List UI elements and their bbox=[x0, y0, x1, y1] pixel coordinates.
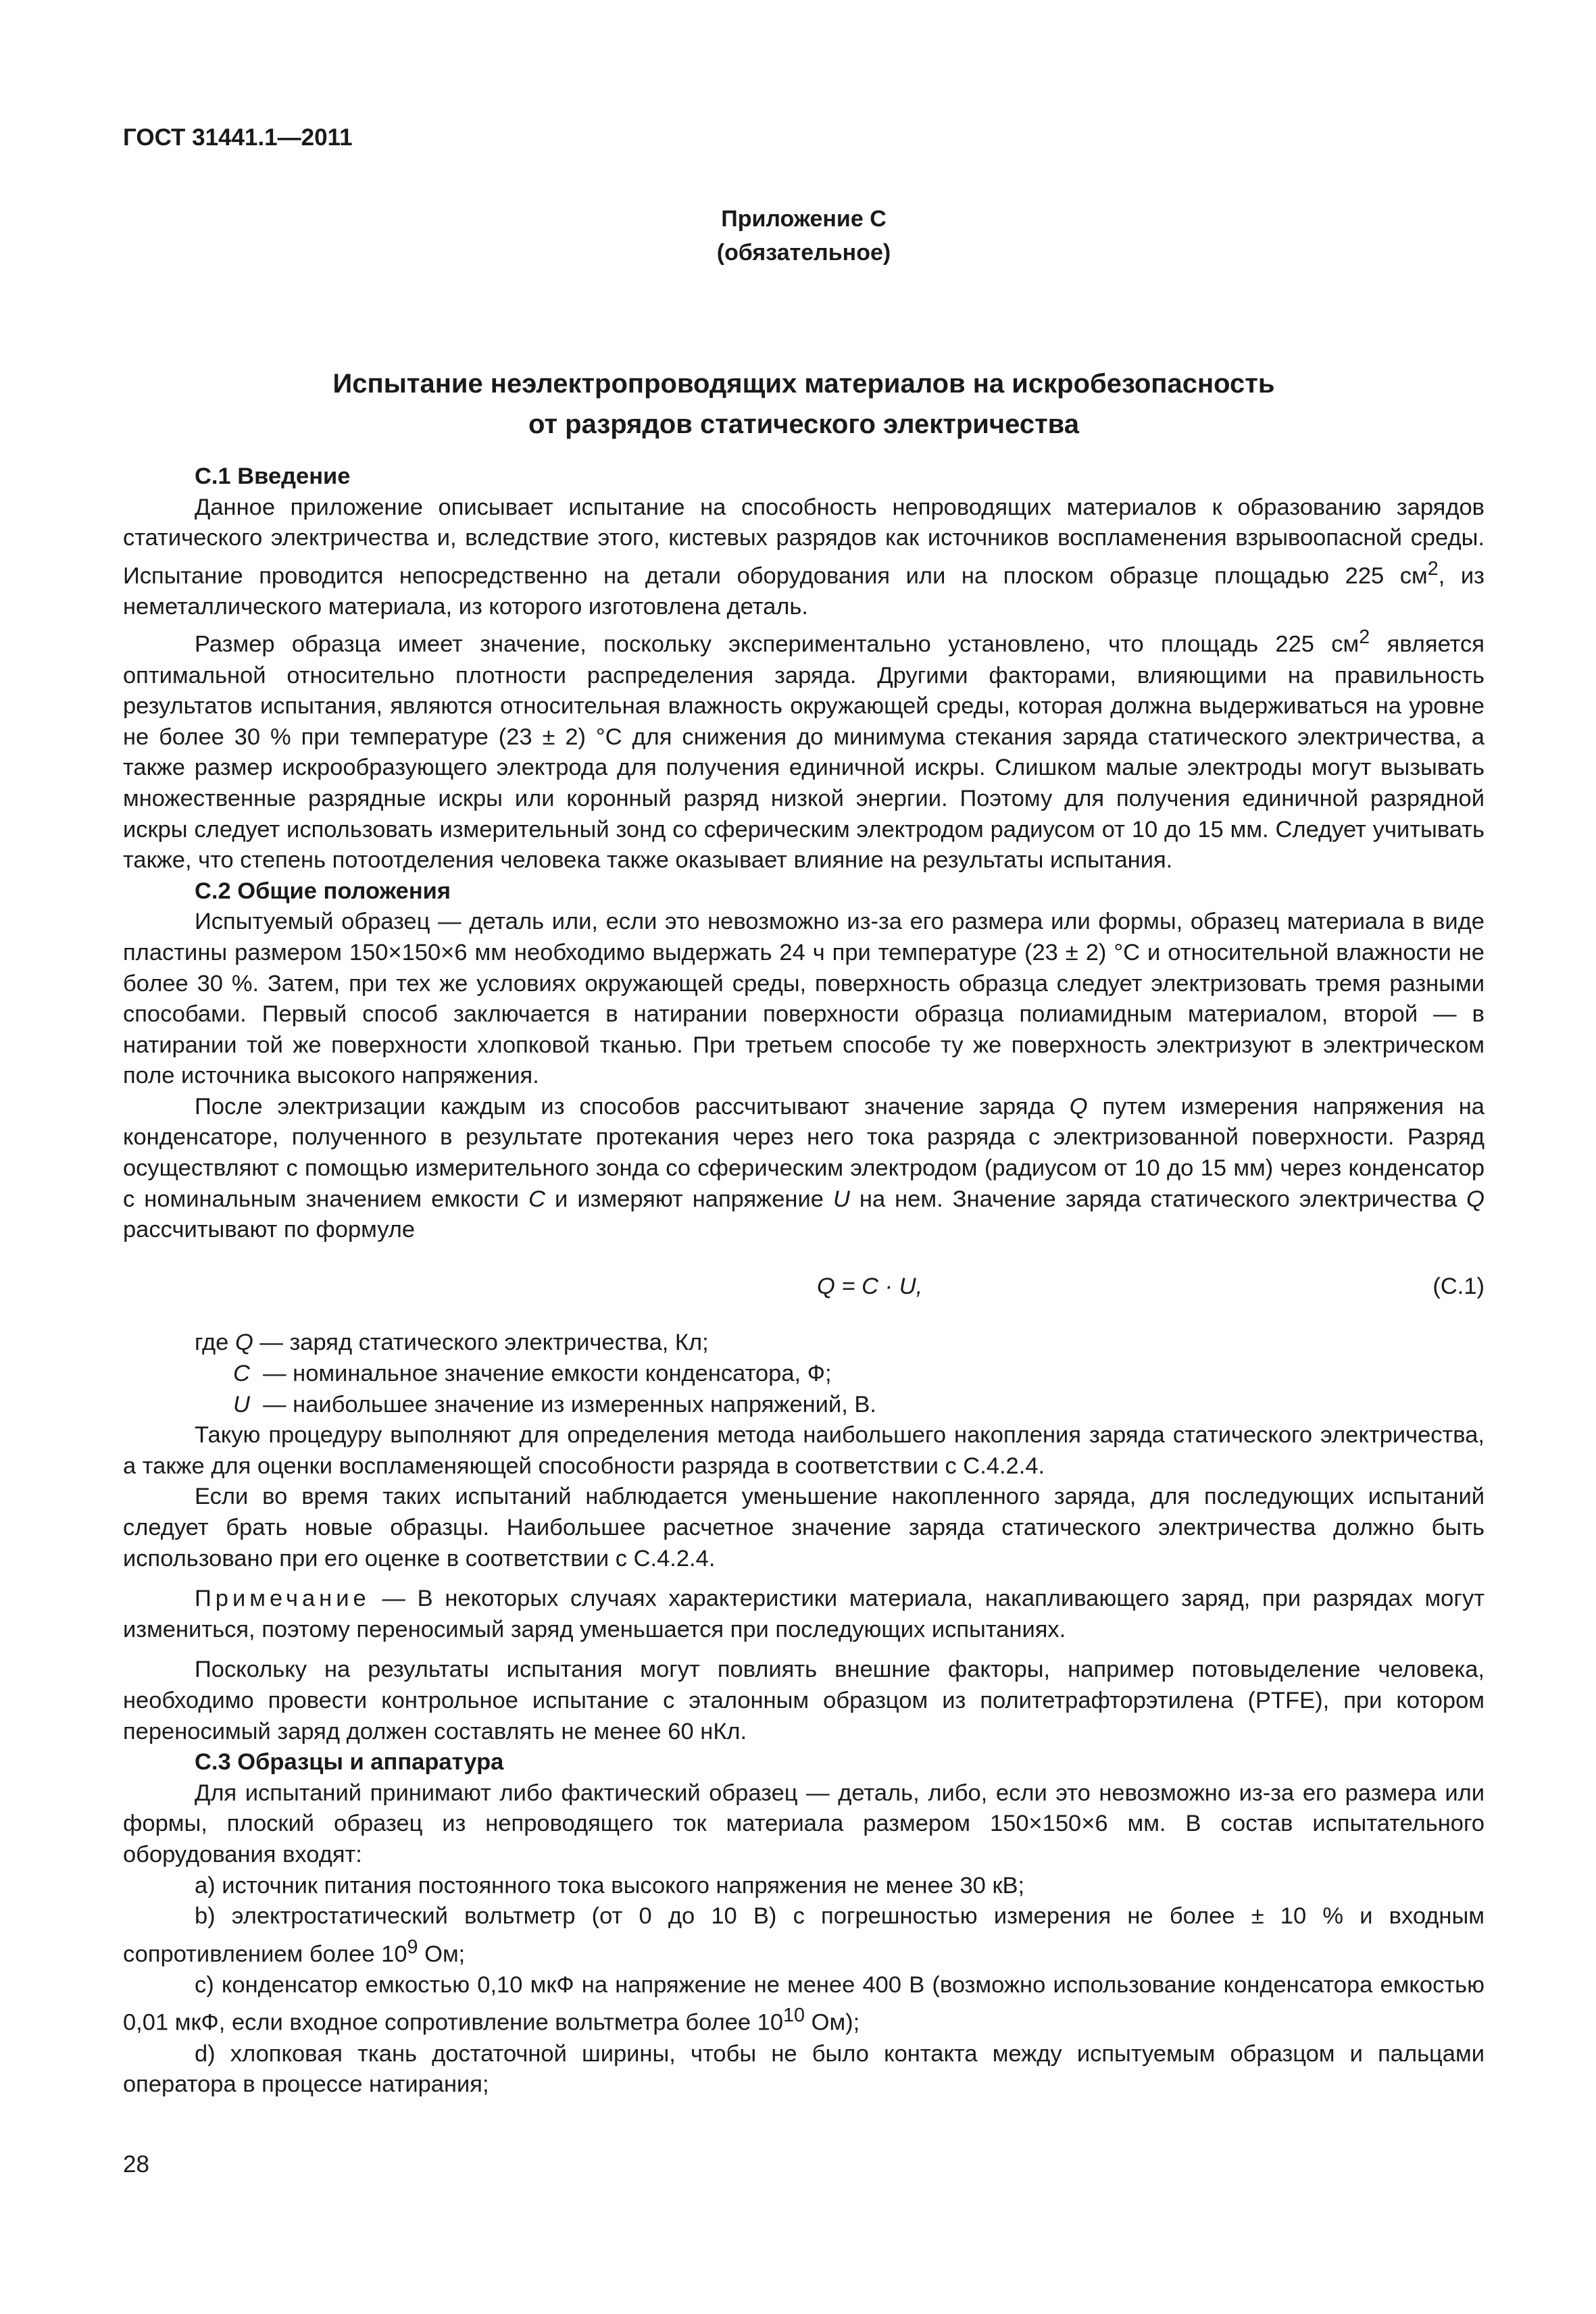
section-heading-c1: С.1 Введение bbox=[195, 463, 351, 489]
text-run: После электризации каждым из способов рассчитывают значение заряда bbox=[195, 1093, 1070, 1120]
paragraph-c2-2 bbox=[123, 1092, 1485, 1246]
text-run: b) электростатический вольтметр (от 0 до 10 В) с погрешностью измерения не более ± 10 % и входным сопротивлением более 10 bbox=[123, 1903, 1485, 1967]
list-item-a: а) источник питания постоянного тока высокого напряжения не менее 30 кВ; bbox=[195, 1872, 1025, 1898]
list-item-d: d) хлопковая ткань достаточной ширины, чтобы не было контакта между испытуемым образцом и пальцами оператора в процессе натирания; bbox=[123, 2040, 1485, 2098]
page-title bbox=[123, 363, 1485, 445]
superscript: 2 bbox=[1427, 557, 1439, 580]
symbol-u: U bbox=[832, 1186, 850, 1212]
paragraph-c3-1: Для испытаний принимают либо фактический образец — деталь, либо, если это невозможно из-за его размера или формы, плоский образец из непроводящего ток материала размером 150×150×6 мм. В состав испытательного оборудования входят: bbox=[123, 1780, 1485, 1867]
legend-item-c bbox=[123, 1359, 1485, 1390]
page-title-line-2: от разрядов статического электричества bbox=[528, 409, 1079, 439]
annex-status: (обязательное) bbox=[716, 240, 891, 266]
document-header-id: ГОСТ 31441.1—2011 bbox=[123, 124, 353, 151]
symbol-c: C bbox=[233, 1361, 250, 1387]
formula-text: Q = C · U, bbox=[817, 1273, 923, 1299]
symbol-c: C bbox=[528, 1186, 546, 1212]
text-run: и измеряют напряжение bbox=[545, 1186, 833, 1212]
text-run: — заряд статического электричества, Кл; bbox=[259, 1330, 709, 1356]
paragraph-c2-1: Испытуемый образец — деталь или, если это невозможно из-за его размера или формы, образец материала в виде пластины размером 150×150×6 мм необходимо выдержать 24 ч при температуре (23 ± 2) °С и относительной влажности не более 30 %. Затем, при тех же условиях окружающей среды, поверхность образца следует электризовать тремя разными способами. Первый способ заключается в натирании поверхности образца полиамидным материалом, второй — в натирании той же поверхности хлопковой тканью. При третьем способе ту же поверхность электризуют в электрическом поле источника высокого напряжения. bbox=[123, 909, 1485, 1089]
note-text: — В некоторых случаях характеристики материала, накапливающего заряд, при разрядах могут измениться, поэтому переносимый заряд уменьшается при последующих испытаниях. bbox=[123, 1586, 1485, 1642]
paragraph-c2-5: Поскольку на результаты испытания могут повлиять внешние факторы, например потовыделение человека, необходимо провести контрольное испытание с эталонным образцом из политетрафторэтилена (PTFE), при котором переносимый заряд должен составлять не менее 60 нКл. bbox=[123, 1657, 1485, 1744]
legend-item-q bbox=[123, 1328, 1485, 1359]
section-heading-c2: С.2 Общие положения bbox=[195, 878, 451, 904]
text-run: Ом); bbox=[805, 2009, 860, 2036]
formula-legend bbox=[123, 1328, 1485, 1420]
annex-title: Приложение С bbox=[721, 206, 887, 232]
paragraph-c1-1 bbox=[123, 493, 1485, 623]
section-heading-c3: С.3 Образцы и аппаратура bbox=[195, 1749, 504, 1776]
symbol-q: Q bbox=[1069, 1093, 1088, 1120]
paragraph-c2-3: Такую процедуру выполняют для определения метода наибольшего накопления заряда статического электричества, а также для оценки воспламеняющей способности разряда в соответствии с С.4.2.4. bbox=[123, 1422, 1485, 1479]
superscript: 10 bbox=[783, 2005, 805, 2027]
text-run: где bbox=[195, 1330, 235, 1356]
list-item-b bbox=[123, 1901, 1485, 1970]
symbol-u: U bbox=[233, 1391, 250, 1417]
text-run: — номинальное значение емкости конденсатора, Ф; bbox=[263, 1361, 832, 1387]
text-run: путем измерения напряжения на конденсаторе, полученного в результате протекания через него тока разряда с электризованной поверхности. Разряд осуществляют с помощью измерительного зонда со сферическим электродом (радиусом от 10 до 15 мм) через конденсатор с номинальным значением емкости bbox=[123, 1093, 1485, 1212]
list-item-c bbox=[123, 1970, 1485, 2039]
formula-number: (С.1) bbox=[1432, 1273, 1485, 1299]
formula-block bbox=[123, 1272, 1485, 1303]
text-run: — наибольшее значение из измеренных напряжений, В. bbox=[263, 1391, 876, 1417]
superscript: 9 bbox=[407, 1936, 418, 1958]
text-run: Ом; bbox=[418, 1941, 466, 1967]
note bbox=[123, 1584, 1485, 1645]
superscript: 2 bbox=[1359, 626, 1370, 649]
symbol-q: Q bbox=[1466, 1186, 1485, 1212]
text-run: с) конденсатор емкостью 0,10 мкФ на напряжение не менее 400 В (возможно использование конденсатора емкостью 0,01 мкФ, если входное сопротивление вольтметра более 10 bbox=[123, 1971, 1485, 2036]
text-run: Размер образца имеет значение, поскольку экспериментально установлено, что площадь 225 см bbox=[195, 631, 1360, 657]
text-run: , из неметаллического материала, из которого изготовлена деталь. bbox=[123, 563, 1485, 620]
page-number: 28 bbox=[123, 2151, 149, 2178]
text-run: на нем. Значение заряда статического электричества bbox=[849, 1186, 1467, 1212]
page-title-line-1: Испытание неэлектропроводящих материалов на искробезопасность bbox=[332, 369, 1275, 399]
legend-item-u bbox=[123, 1390, 1485, 1421]
symbol-q: Q bbox=[234, 1330, 253, 1356]
text-run: Данное приложение описывает испытание на способность непроводящих материалов к образованию зарядов статического электричества и, вследствие этого, кистевых разрядов как источников воспламенения взрывоопасной среды. Испытание проводится непосредственно на детали оборудования или на плоском образце площадью 225 см bbox=[123, 494, 1485, 589]
formula bbox=[817, 1272, 922, 1303]
document-body bbox=[123, 461, 1485, 2101]
note-label: Примечание bbox=[195, 1586, 370, 1612]
paragraph-c2-4: Если во время таких испытаний наблюдается уменьшение накопленного заряда, для последующих испытаний следует брать новые образцы. Наибольшее расчетное значение заряда статического электричества должно быть использовано при его оценке в соответствии с С.4.2.4. bbox=[123, 1484, 1485, 1571]
paragraph-c1-2 bbox=[123, 622, 1485, 876]
text-run: является оптимальной относительно плотности распределения заряда. Другими факторами, влияющими на правильность результатов испытания, являются относительная влажность окружающей среды, которая должна выдерживаться на уровне не более 30 % при температуре (23 ± 2) °С для снижения до минимума стекания заряда статического электричества, а также размер искрообразующего электрода для получения единичной искры. Слишком малые электроды могут вызывать множественные разрядные искры или коронный разряд низкой энергии. Поэтому для получения единичной разрядной искры следует использовать измерительный зонд со сферическим электродом радиусом от 10 до 15 мм. Следует учитывать также, что степень потоотделения человека также оказывает влияние на результаты испытания. bbox=[123, 631, 1485, 874]
text-run: рассчитывают по формуле bbox=[123, 1217, 416, 1243]
